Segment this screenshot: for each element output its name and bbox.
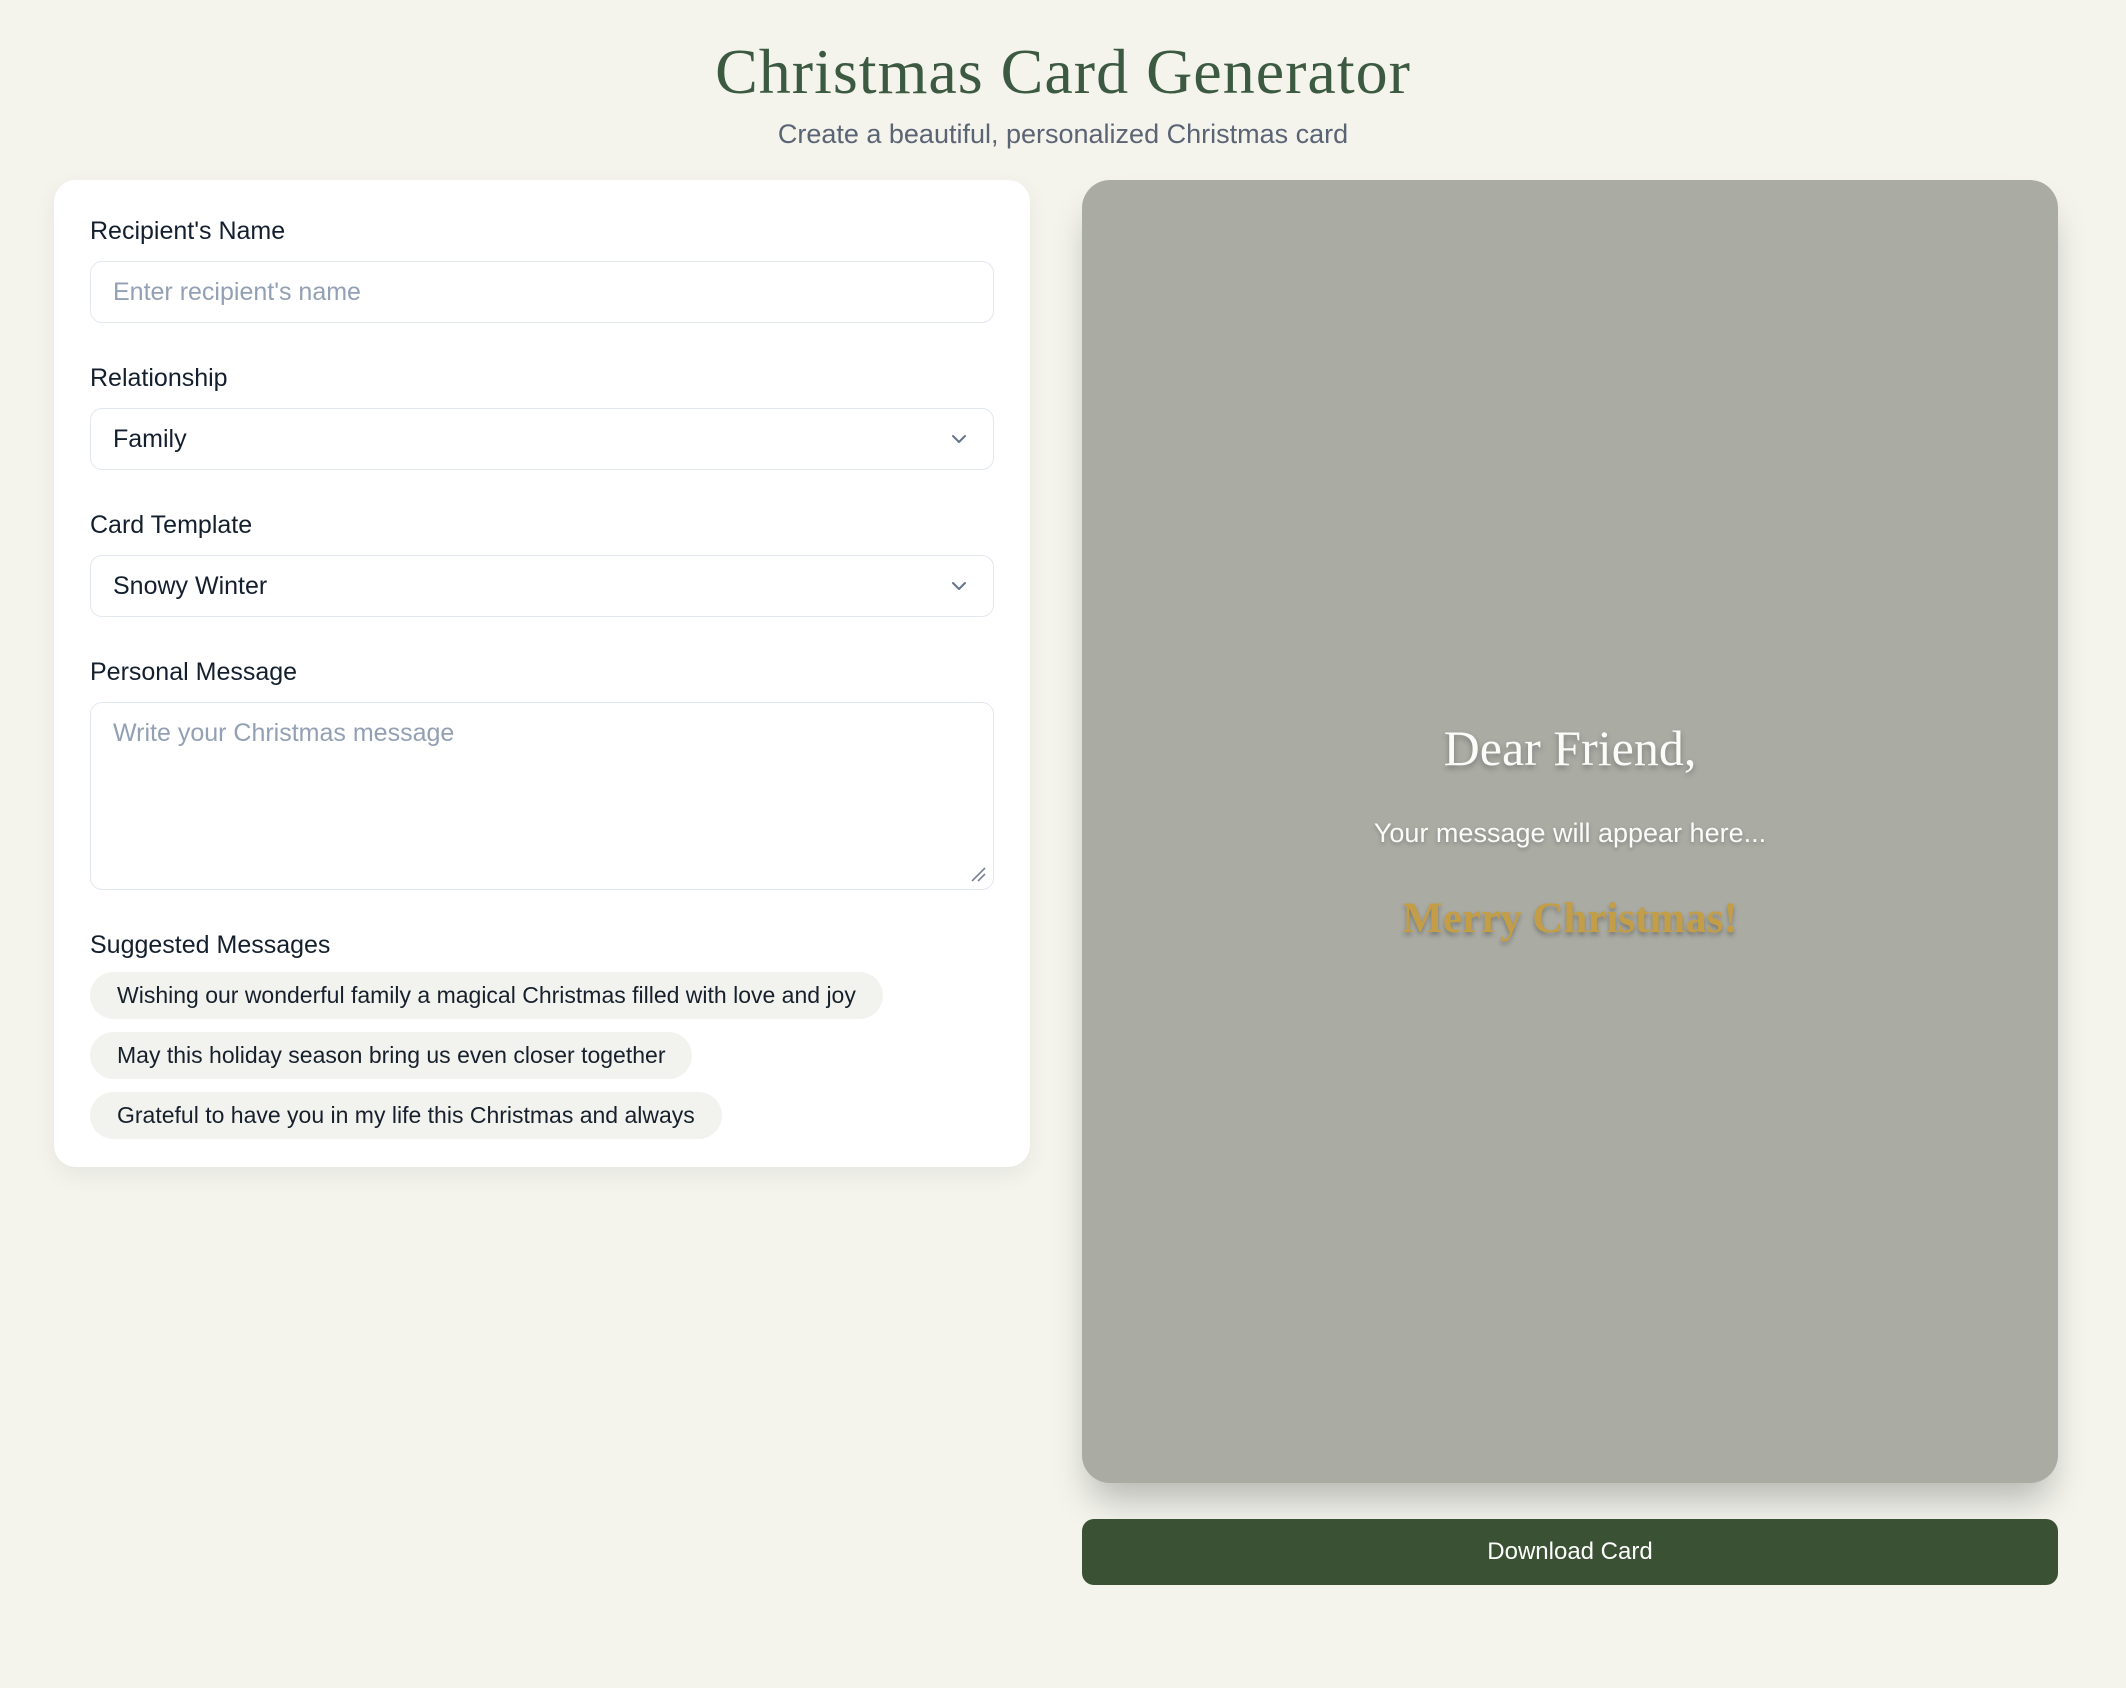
- suggested-message-pill[interactable]: May this holiday season bring us even closer together: [90, 1032, 692, 1079]
- card-template-selected-value: Snowy Winter: [113, 571, 268, 600]
- page-subtitle: Create a beautiful, personalized Christmas card: [777, 119, 1349, 150]
- card-template-field-group: [90, 510, 994, 617]
- suggested-messages-label: Suggested Messages: [90, 931, 331, 960]
- card-template-label: Card Template: [90, 511, 253, 540]
- recipient-name-label: Recipient's Name: [90, 217, 286, 246]
- preview-closing: Merry Christmas!: [1402, 894, 1738, 942]
- personal-message-field-group: [90, 657, 994, 890]
- resize-handle-icon[interactable]: [968, 864, 986, 882]
- page-title: Christmas Card Generator: [715, 36, 1411, 107]
- page-header: [0, 0, 2126, 150]
- suggested-messages-list: [90, 972, 994, 1139]
- card-template-select[interactable]: [90, 555, 994, 617]
- relationship-label: Relationship: [90, 364, 228, 393]
- card-preview: [1082, 180, 2058, 1483]
- preview-message: Your message will appear here...: [1373, 817, 1767, 848]
- suggested-message-pill[interactable]: Wishing our wonderful family a magical Christmas filled with love and joy: [90, 972, 883, 1019]
- preview-greeting: Dear Friend,: [1443, 719, 1697, 776]
- relationship-select[interactable]: [90, 408, 994, 470]
- personal-message-textarea[interactable]: [90, 702, 994, 890]
- download-card-button[interactable]: [1082, 1519, 2058, 1585]
- recipient-name-field-group: [90, 216, 994, 323]
- personal-message-textarea-wrap: [90, 702, 994, 890]
- relationship-selected-value: Family: [113, 424, 187, 453]
- chevron-down-icon: [947, 427, 971, 451]
- card-preview-column: [1082, 180, 2058, 1585]
- personal-message-label: Personal Message: [90, 658, 298, 687]
- chevron-down-icon: [947, 574, 971, 598]
- relationship-field-group: [90, 363, 994, 470]
- recipient-name-input[interactable]: [90, 261, 994, 323]
- main-content: [54, 180, 2058, 1585]
- suggested-messages-group: [90, 930, 994, 1139]
- card-settings-panel: [54, 180, 1030, 1167]
- download-card-button-label: Download Card: [1487, 1538, 1653, 1566]
- suggested-message-pill[interactable]: Grateful to have you in my life this Christmas and always: [90, 1092, 722, 1139]
